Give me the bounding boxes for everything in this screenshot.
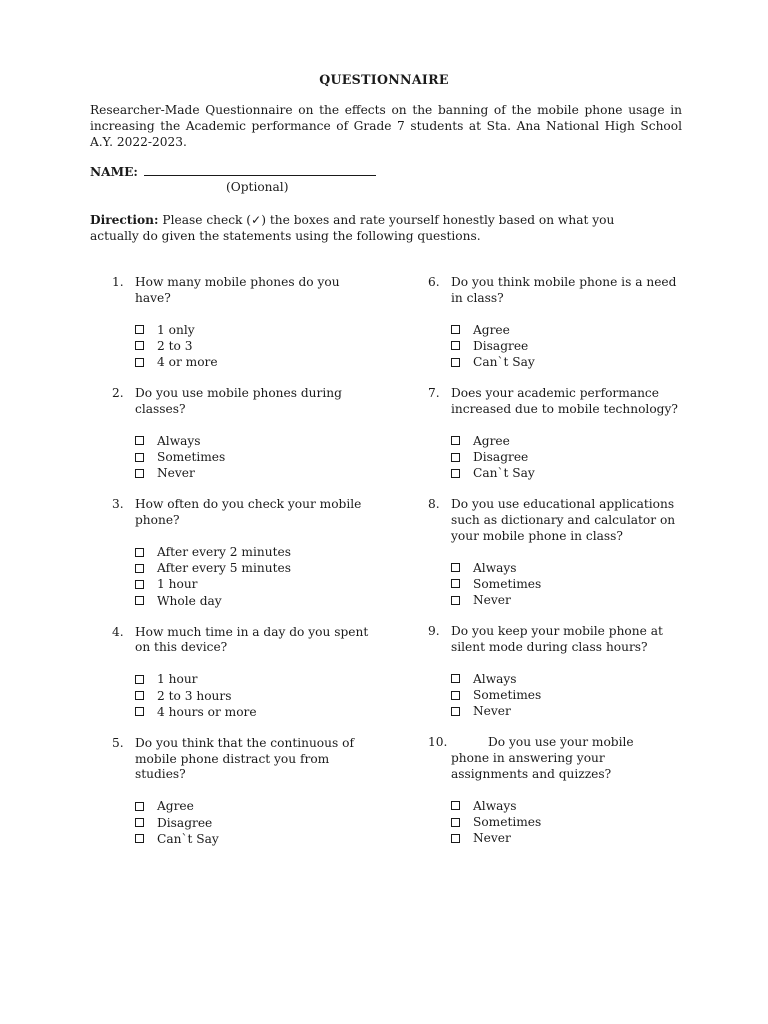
- option-label: 1 hour: [157, 672, 198, 687]
- checkbox[interactable]: [135, 469, 144, 478]
- option-item[interactable]: [451, 323, 690, 339]
- checkbox[interactable]: [135, 453, 144, 462]
- option-label: 2 to 3 hours: [157, 688, 232, 703]
- question-number: 9.: [428, 624, 440, 639]
- checkbox[interactable]: [451, 453, 460, 462]
- direction-text: Please check (✓) the boxes and rate yourself honestly based on what you actually do given the statements using the following questions.: [90, 213, 615, 243]
- question-item: [112, 736, 372, 848]
- option-label: Agree: [473, 322, 510, 337]
- option-item[interactable]: [451, 831, 690, 847]
- option-list: [451, 323, 690, 372]
- option-label: Always: [473, 672, 517, 687]
- option-label: Can`t Say: [473, 355, 535, 370]
- checkbox[interactable]: [135, 675, 144, 684]
- question-text: Do you use mobile phones during classes?: [135, 386, 342, 416]
- direction-paragraph: [90, 213, 650, 245]
- option-list: [135, 434, 372, 483]
- option-list: [135, 323, 372, 372]
- option-label: Always: [157, 433, 201, 448]
- checkbox[interactable]: [451, 596, 460, 605]
- option-label: Sometimes: [157, 450, 226, 465]
- question-item: [112, 275, 372, 371]
- option-item[interactable]: [451, 339, 690, 355]
- option-item[interactable]: [135, 323, 372, 339]
- option-label: Can`t Say: [157, 831, 219, 846]
- question-number: 10.: [428, 735, 448, 750]
- checkbox[interactable]: [451, 436, 460, 445]
- page-title: QUESTIONNAIRE: [319, 72, 449, 87]
- checkbox[interactable]: [451, 325, 460, 334]
- checkbox[interactable]: [451, 801, 460, 810]
- question-number: 1.: [112, 275, 124, 289]
- question-text: Do you keep your mobile phone at silent mode during class hours?: [451, 624, 663, 655]
- option-label: Never: [473, 831, 511, 846]
- checkbox[interactable]: [135, 564, 144, 573]
- option-list: [451, 672, 690, 721]
- question-item: [112, 497, 372, 609]
- option-label: Sometimes: [473, 815, 542, 830]
- question-number: 6.: [428, 275, 440, 289]
- option-label: Always: [473, 799, 517, 813]
- option-item[interactable]: [135, 832, 372, 848]
- option-label: Agree: [157, 799, 194, 814]
- question-head: [428, 386, 690, 418]
- question-text-continued: phone in answering your assignments and quizzes?: [451, 751, 612, 782]
- option-label: Disagree: [473, 338, 529, 353]
- checkbox[interactable]: [451, 358, 460, 367]
- option-label: Disagree: [157, 815, 213, 830]
- option-item[interactable]: [135, 593, 372, 609]
- question-item: [112, 386, 372, 482]
- option-item[interactable]: [451, 355, 690, 371]
- checkbox[interactable]: [135, 580, 144, 589]
- option-list: [135, 545, 372, 610]
- option-item[interactable]: [451, 704, 690, 720]
- question-head: [428, 624, 690, 656]
- option-item[interactable]: [451, 450, 690, 466]
- checkbox[interactable]: [135, 341, 144, 350]
- checkbox[interactable]: [135, 834, 144, 843]
- option-label: Whole day: [157, 593, 222, 608]
- question-text: Do you use educational applications such as dictionary and calculator on your mobile phone in class?: [451, 497, 676, 543]
- question-text: Do you think mobile phone is a need in class?: [451, 275, 677, 305]
- question-number: 7.: [428, 386, 440, 401]
- checkbox[interactable]: [135, 436, 144, 445]
- checkbox[interactable]: [451, 818, 460, 827]
- checkbox[interactable]: [135, 707, 144, 716]
- question-number: 2.: [112, 386, 124, 401]
- option-item[interactable]: [135, 815, 372, 831]
- option-label: 4 or more: [157, 355, 218, 370]
- option-list: [135, 672, 372, 721]
- option-label: 2 to 3: [157, 338, 193, 353]
- option-item[interactable]: [451, 593, 690, 609]
- option-list: [451, 434, 690, 483]
- option-list: [451, 561, 690, 610]
- option-item[interactable]: [451, 672, 690, 688]
- option-label: Sometimes: [473, 688, 542, 703]
- intro-paragraph: Researcher-Made Questionnaire on the effects on the banning of the mobile phone usage in increasing the Academic performance of Grade 7 students at Sta. Ana National High School A.Y. 2022-2023.: [90, 103, 682, 149]
- question-text: Do you use your mobile: [488, 735, 634, 750]
- option-item[interactable]: [135, 577, 372, 593]
- question-text: How often do you check your mobile phone?: [135, 497, 362, 528]
- checkbox[interactable]: [135, 691, 144, 700]
- question-head: [112, 386, 372, 418]
- option-label: Always: [473, 560, 517, 575]
- option-item[interactable]: [451, 466, 690, 482]
- checkbox[interactable]: [451, 691, 460, 700]
- question-item: [428, 275, 690, 371]
- questions-right-column: [428, 275, 690, 862]
- checkbox[interactable]: [135, 818, 144, 827]
- option-item[interactable]: [451, 688, 690, 704]
- question-item: [428, 624, 690, 720]
- question-head: [112, 275, 372, 307]
- name-optional-hint: (Optional): [226, 180, 289, 194]
- option-item[interactable]: [451, 434, 690, 450]
- question-item: [112, 625, 372, 721]
- option-item[interactable]: [135, 434, 372, 450]
- option-label: 1 only: [157, 322, 195, 337]
- option-label: Never: [473, 704, 511, 719]
- checkbox[interactable]: [451, 579, 460, 588]
- option-item[interactable]: [135, 688, 372, 704]
- option-list: [451, 799, 690, 848]
- question-head: [112, 625, 372, 657]
- option-item[interactable]: [451, 815, 690, 831]
- option-label: Never: [157, 466, 195, 481]
- checkbox[interactable]: [451, 341, 460, 350]
- checkbox[interactable]: [135, 596, 144, 605]
- checkbox[interactable]: [451, 707, 460, 716]
- option-item[interactable]: [135, 672, 372, 688]
- checkbox[interactable]: [135, 548, 144, 557]
- name-row: [90, 165, 376, 181]
- option-list: [135, 799, 372, 848]
- checkbox[interactable]: [451, 469, 460, 478]
- question-text: Does your academic performance increased due to mobile technology?: [451, 386, 678, 416]
- checkbox[interactable]: [451, 674, 460, 683]
- option-label: Never: [473, 593, 511, 608]
- question-number: 3.: [112, 497, 124, 512]
- question-text: Do you think that the continuous of mobile phone distract you from studies?: [135, 735, 354, 782]
- option-label: After every 5 minutes: [157, 561, 291, 576]
- checkbox[interactable]: [451, 563, 460, 572]
- direction-label: Direction:: [90, 213, 159, 227]
- option-item[interactable]: [135, 466, 372, 482]
- option-label: 4 hours or more: [157, 704, 257, 719]
- question-number: 5.: [112, 735, 124, 750]
- option-label: Can`t Say: [473, 466, 535, 481]
- question-item: [428, 735, 690, 847]
- option-item[interactable]: [451, 561, 690, 577]
- option-item[interactable]: [451, 799, 690, 815]
- option-label: 1 hour: [157, 577, 198, 592]
- option-item[interactable]: [135, 450, 372, 466]
- option-label: Agree: [473, 433, 510, 448]
- question-head: [428, 275, 690, 307]
- option-item[interactable]: [135, 545, 372, 561]
- option-label: After every 2 minutes: [157, 545, 291, 560]
- checkbox[interactable]: [135, 325, 144, 334]
- question-head: [112, 497, 372, 529]
- option-item[interactable]: [451, 577, 690, 593]
- option-item[interactable]: [135, 561, 372, 577]
- option-item[interactable]: [135, 799, 372, 815]
- option-label: Sometimes: [473, 577, 542, 592]
- option-label: Disagree: [473, 450, 529, 465]
- name-label: NAME:: [90, 165, 138, 179]
- question-number: 8.: [428, 497, 440, 512]
- question-head: [428, 497, 690, 544]
- checkbox[interactable]: [135, 802, 144, 811]
- question-text: How much time in a day do you spent on this device?: [135, 624, 369, 655]
- option-item[interactable]: [135, 355, 372, 371]
- question-number: 4.: [112, 624, 124, 639]
- question-head: [112, 736, 372, 783]
- question-item: [428, 386, 690, 482]
- option-item[interactable]: [135, 705, 372, 721]
- questions-left-column: [112, 275, 372, 863]
- checkbox[interactable]: [135, 358, 144, 367]
- option-item[interactable]: [135, 339, 372, 355]
- checkbox[interactable]: [451, 834, 460, 843]
- question-head: [428, 735, 690, 751]
- question-text: How many mobile phones do you have?: [135, 275, 340, 305]
- question-item: [428, 497, 690, 609]
- name-blank-line[interactable]: [144, 167, 376, 176]
